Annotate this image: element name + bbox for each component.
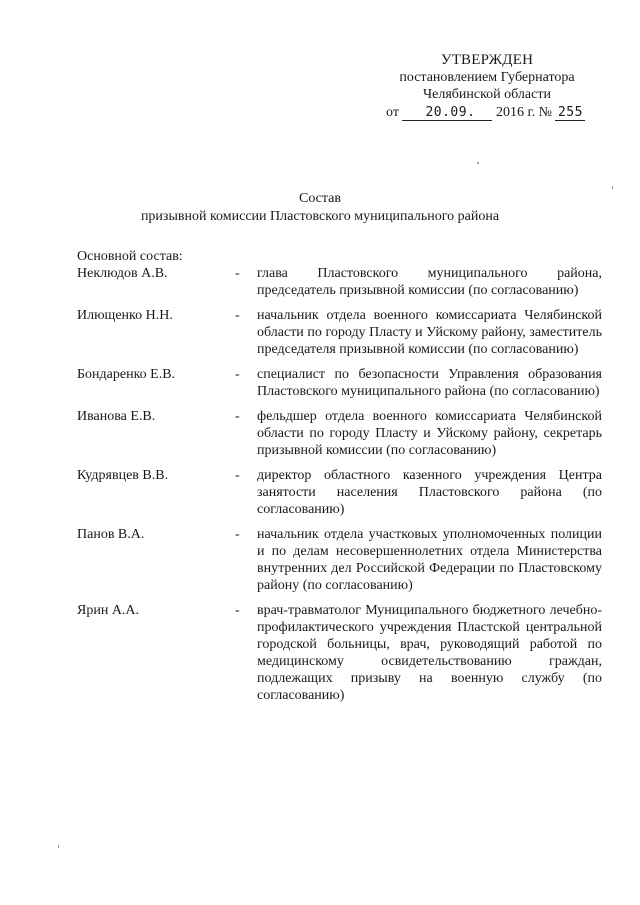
member-name: Бондаренко Е.В. (77, 367, 176, 382)
member-role: начальник отдела участковых уполномоченных полиции и по делам несовершеннолетних отдела Министерства внутренних дел Российской Федерации по Пластовскому району (по согласованию) (257, 527, 602, 593)
member-row (77, 366, 602, 400)
member-role: фельдшер отдела военного комиссариата Челябинской области по городу Пласту и Уйскому району, секретарь призывной комиссии (по согласованию) (257, 409, 602, 458)
approval-from-label: от (386, 105, 399, 120)
member-dash: - (235, 603, 240, 618)
section-label-main: Основной состав: (77, 249, 183, 264)
commission-composition (77, 248, 602, 704)
heading-subtitle: призывной комиссии Пластовского муниципального района (140, 209, 500, 224)
approval-date: 20.09. (402, 106, 492, 121)
member-row (77, 307, 602, 358)
member-row (77, 526, 602, 594)
member-role: глава Пластовского муниципального района, председатель призывной комиссии (по согласованию) (257, 266, 602, 298)
member-role: специалист по безопасности Управления образования Пластовского муниципального района (по согласованию) (257, 367, 602, 399)
heading-title: Состав (298, 191, 341, 206)
member-row (77, 467, 602, 518)
member-dash: - (235, 367, 240, 382)
approval-number: 255 (555, 106, 585, 121)
approval-title: УТВЕРЖДЕН (440, 52, 534, 68)
scan-speck (58, 845, 59, 848)
member-name: Неклюдов А.В. (77, 266, 168, 281)
member-name: Кудрявцев В.В. (77, 468, 169, 483)
approval-date-line (372, 104, 602, 121)
member-row (77, 265, 602, 299)
scan-speck (477, 162, 479, 164)
member-role: директор областного казенного учреждения Центра занятости населения Пластовского района (по согласованию) (257, 468, 602, 517)
approval-line-governor: постановлением Губернатора (399, 70, 575, 85)
member-row (77, 602, 602, 704)
member-dash: - (235, 266, 240, 281)
document-heading (0, 190, 640, 226)
member-row (77, 408, 602, 459)
approval-line-region: Челябинской области (423, 87, 551, 102)
member-name: Панов В.А. (77, 527, 145, 542)
member-dash: - (235, 527, 240, 542)
member-dash: - (235, 409, 240, 424)
member-dash: - (235, 308, 240, 323)
member-role: начальник отдела военного комиссариата Челябинской области по городу Пласту и Уйскому району, заместитель председателя призывной комиссии (по согласованию) (257, 308, 602, 357)
approval-stamp-block (372, 52, 602, 121)
member-name: Иванова Е.В. (77, 409, 156, 424)
approval-year-suffix: 2016 г. № (495, 105, 552, 120)
member-name: Илющенко Н.Н. (77, 308, 173, 323)
member-name: Ярин А.А. (77, 603, 140, 618)
member-role: врач-травматолог Муниципального бюджетного лечебно-профилактического учреждения Пластской центральной городской больницы, врач, руководящий работой по медицинскому освидетельствованию граждан, подлежащих призыву на военную службу (по согласованию) (257, 603, 602, 703)
scan-speck (612, 186, 613, 189)
member-dash: - (235, 468, 240, 483)
